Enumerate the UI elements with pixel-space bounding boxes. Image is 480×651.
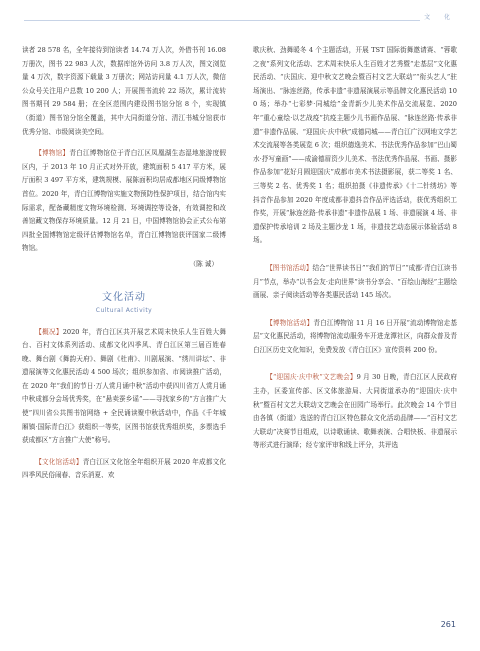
library-activity-heading: 【图书馆活动】 [266,263,313,272]
section-title: 文化活动 [102,291,146,303]
culture-center-heading: 【文化馆活动】 [35,457,83,466]
author-signature: （陈 诚） [189,259,218,268]
gala-body: 9 月 30 日晚，青白江区人民政府主办，区委宣传部、区文体旅游局、大同街道承办的“迎国庆·庆中秋”暨百村文艺大联动文艺晚会在田园广场举行。此次晚会 14 个节目由各镇（街道）选送的青白江区特色群众文化活动品牌——“百村文艺大联动”决赛节目组成，以诗歌诵读、歌舞表演、合唱快板、非遗展示等形式进行演绎；经专家评审和线上评分，共评选 [253,373,457,450]
overview-heading: 【概况】 [35,327,63,336]
culture-center-paragraph [22,456,226,483]
library-activity-body: 结合“世界读书日”“我们的节日”“成都·青白江读书月”节点，举办“以书会友·走向世界”读书分享会、“百绘山海经”主题绘画展、亲子阅读活动等各类惠民活动 145 场次。 [253,263,458,300]
overview-body: 2020 年，青白江区共开展艺术周末快乐人生百姓大舞台、百村文体系列活动、成都文化四季风、青白江区第三届百姓春晚、舞台剧《舞韵天府》、舞剧《杜甫》、川剧展演、“绣川讲坛”、非遗展演等文化惠民活动 4 500 场次；组织参加省、市阅读推广活动，在 2020 年“我们的节日·万人赏月诵中秋”活动中获四川省万人赏月诵中秋成都分会场优秀奖，在“悬卖蚕乡谣”——寻找家乡的“方言推广大使”四川省公共图书馆网络 + 全民诵读聚中秋活动中，作品《千年城厢镇·国际青白江》获组织一等奖，区图书馆获优秀组织奖，多票选手获成都区“方言推广大使”称号。 [22,327,226,445]
header-rule [24,20,420,21]
museum-activity-heading: 【博物馆活动】 [266,318,314,327]
gala-heading: 【“迎国庆·庆中秋”文艺晚会】 [266,373,357,382]
museum-paragraph [22,147,226,256]
culture-center-body: 青白江区文化馆全年组织开展 2020 年成都文化四季风民俗闹春、音乐消夏、欢 [22,457,226,480]
left-column [22,44,226,491]
library-activity-paragraph [253,262,457,303]
running-header: 文 化 [424,14,456,21]
overview-paragraph [22,326,226,448]
museum-heading: 【博物馆】 [35,149,70,158]
museum-body: 青白江博物馆位于青白江区凤凰湖生态湿地旅游度假区内，于 2013 年 10 月正式对外开放，建筑面积 5 417 平方米，展厅面积 3 497 平方米，建筑规模、展陈面积均居成都地区同级博物馆首位。2020 年，青白江博物馆实施文物预防性保护项目，结合馆内实际需求，配备藏精度文物环境检测、环境调控等设备，有效调控和改善馆藏文物保存环境质量。12 月 21 日，中国博物馆协会正式公布第四批全国博物馆定级评估博物馆名单，青白江博物馆获评国家二级博物馆。 [22,149,227,253]
museum-activity-body: 青白江博物馆 11 月 16 日开展“流动博物馆走基层”文化惠民活动，将博物馆流动服务车开进龙潭社区，向群众普及青白江区历史文化知识，免费发放《青白江区》宣传资料 200 份。 [253,318,457,354]
page-number: 261 [440,620,456,629]
museum-activity-paragraph [253,317,457,358]
right-column [253,44,457,461]
section-subtitle: Cultural Activity [95,306,153,314]
gala-paragraph [253,371,457,453]
culture-center-continued: 歌庆秋、劲舞暖冬 4 个主题活动，开展 TST 国际街舞邀请赛、“蓉歌之夜”系列文化活动、艺术周末快乐人生百姓才艺秀暨“走基层”文化惠民活动、“庆国庆、迎中秋文艺晚会暨百村文艺大联动”“衔头艺人”驻场演出、“脉连丝路，传承非遗”非遗展演展示等品牌文化惠民活动 100 场；举办“七彩梦·同城绘”金青新少儿美术作品交流展览、2020 年“重心童绘·以艺战疫”抗疫主题少儿书画作品展、“脉连丝路·传承非遗”非遗作品展、“迎国庆·庆中秋”成德同城——青白江广汉网地文学艺术交流展等各类展览 6 次；组织德逸美术、书法优秀作品参加“巴山蜀水·抒写童画”——成渝德眉资少儿美术、书法优秀作品展、书画、摄影作品参加“花好月圆迎国庆”成都市美术书法摄影展，获二等奖 1 名、三等奖 2 名、优秀奖 1 名；组织拍摄《非遗传承》《十二针绣坊》等抖音作品参加 2020 年度成都非遗抖音作品评选活动，获优秀组织工作奖，开展“脉连丝路·传承非遗”非遗作品展 1 场、非遗展演 4 场、非遗保护传承培训 2 场及主题沙龙 1 场，非遗技艺动态展示体验活动 8 场。 [253,46,457,245]
library-stats-paragraph: 读者 28 578 名，全年接待到馆读者 14.74 万人次，外借书刊 16.08 万册次，图书 22 983 人次，数据库馆外访问 3.8 万人次，图文浏览量 4 万次，数字资源下载量 3 万册次；网站访问量 4.1 万人次，微信公众号关注用户总数 10 200 人；开展图书流转 22 场次，累计流转图书期刊 29 584 册；在全区范围内建设图书馆分馆 8 个，实现镇（街道）图书馆分馆全覆盖，其中大同街道分馆、清江书城分馆获市优秀分馆、市级阅读美空间。 [22,46,226,136]
